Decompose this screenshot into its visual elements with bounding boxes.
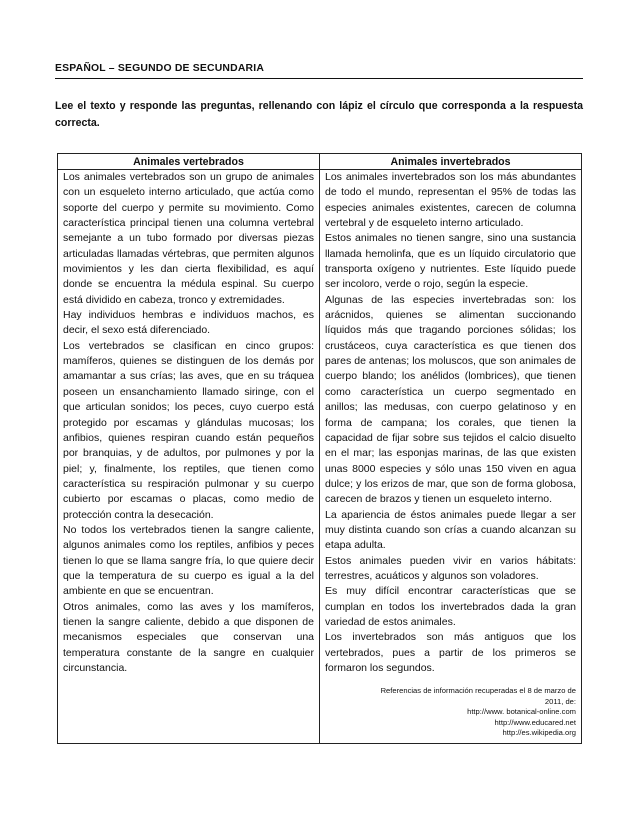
paragraph: Algunas de las especies invertebradas son: los arácnidos, quienes se alimentan succionando líquidos más que tragando porciones sólidas; los crustáceos, cuya característica es que tienen dos pares de antenas; los moluscos, que son animales de cuerpo blando; los anélidos (lombrices), que tienen como característica un cuerpo segmentado en anillos; las medusas, con cuerpo gelatinoso y en forma de campana; los corales, que tienen la capacidad de fijar sobre sus tejidos el calcio disuelto en el mar; las esponjas marinas, de las que existen unas 8000 especies y sólo unas 150 viven en agua dulce; y los erizos de mar, que son de forma globosa, carecen de brazos y tienen un esqueleto interno. xyxy=(325,293,576,506)
invertebrados-cell xyxy=(320,170,582,744)
column-header-vertebrados: Animales vertebrados xyxy=(58,154,320,170)
paragraph: La apariencia de éstos animales puede llegar a ser muy distinta cuando son crías a cuando alcanzan su etapa adulta. xyxy=(325,508,576,552)
instructions-text: Lee el texto y responde las preguntas, rellenando con lápiz el círculo que corresponda a la respuesta correcta. xyxy=(55,100,583,129)
paragraph: Los animales vertebrados son un grupo de animales con un esqueleto interno articulado, que actúa como soporte del cuerpo y permite su movimiento. Como característica principal tienen una columna vertebral semejante a un tubo formado por diversas piezas articuladas llamadas vértebras, que permiten algunos movimientos y les dan cierta flexibilidad, es aquí donde se encuentra la médula espinal. Su cuerpo está dividido en cabeza, tronco y extremidades. xyxy=(63,171,314,306)
comparison-table xyxy=(57,153,582,744)
paragraph: Los invertebrados son más antiguos que los vertebrados, pues a partir de los primeros se formaron los segundos. xyxy=(325,631,576,674)
table-header-row xyxy=(58,154,582,170)
paragraph: Los animales invertebrados son los más abundantes de todo el mundo, representan el 95% de todas las especies animales existentes, carecen de columna vertebral y de esqueleto interno articulado. xyxy=(325,171,576,230)
vertebrados-cell xyxy=(58,170,320,744)
paragraph: Estos animales no tienen sangre, sino una sustancia llamada hemolinfa, que es un líquido circulatorio que transporta oxígeno y nutrientes. Este líquido puede ser incoloro, verde o rojo, según la especie. xyxy=(325,232,576,291)
paragraph: Es muy difícil encontrar características que se cumplan en todos los invertebrados dada la gran variedad de estos animales. xyxy=(325,585,576,628)
reference-line: 2011, de: xyxy=(544,696,576,706)
paragraph: No todos los vertebrados tienen la sangre caliente, algunos animales como los reptiles, anfibios y peces tienen lo que se llama sangre fría, lo que quiere decir que la temperatura de su cuerpo es igual a la del ambiente en que se encuentran. xyxy=(63,523,314,598)
column-header-invertebrados: Animales invertebrados xyxy=(320,154,582,170)
reference-link: http://www.educared.net xyxy=(494,717,576,727)
reference-link: http://es.wikipedia.org xyxy=(502,728,576,738)
paragraph: Hay individuos hembras e individuos machos, es decir, el sexo está diferenciado. xyxy=(63,309,314,337)
references xyxy=(325,686,576,739)
paragraph: Los vertebrados se clasifican en cinco grupos: mamíferos, quienes se distinguen de los demás por amamantar a sus crías; las aves, que en su tráquea poseen un ensanchamiento llamado siringe, con el que articulan sonidos; los peces, cuyo cuerpo está protegido por escamas y glándulas mucosas; los anfibios, quienes respiran cuando están pequeños por branquias, y de adultos, por pulmones y por la piel; y, finalmente, los reptiles, que tienen como característica su respiración pulmonar y su cuerpo cubierto por escamas o placas, como medio de protección contra la desecación. xyxy=(63,339,314,521)
reference-link: http://www. botanical-online.com xyxy=(467,707,576,717)
paragraph: Otros animales, como las aves y los mamíferos, tienen la sangre caliente, debido a que disponen de mecanismos especiales que conservan una temperatura constante de la sangre en cualquier circunstancia. xyxy=(63,600,314,674)
paragraph: Estos animales pueden vivir en varios hábitats: terrestres, acuáticos y algunos son voladores. xyxy=(325,554,576,582)
document-header xyxy=(55,60,583,79)
reference-line: Referencias de información recuperadas el 8 de marzo de xyxy=(380,686,576,696)
document-title: ESPAÑOL – SEGUNDO DE SECUNDARIA xyxy=(55,63,265,74)
table-body-row xyxy=(58,170,582,744)
